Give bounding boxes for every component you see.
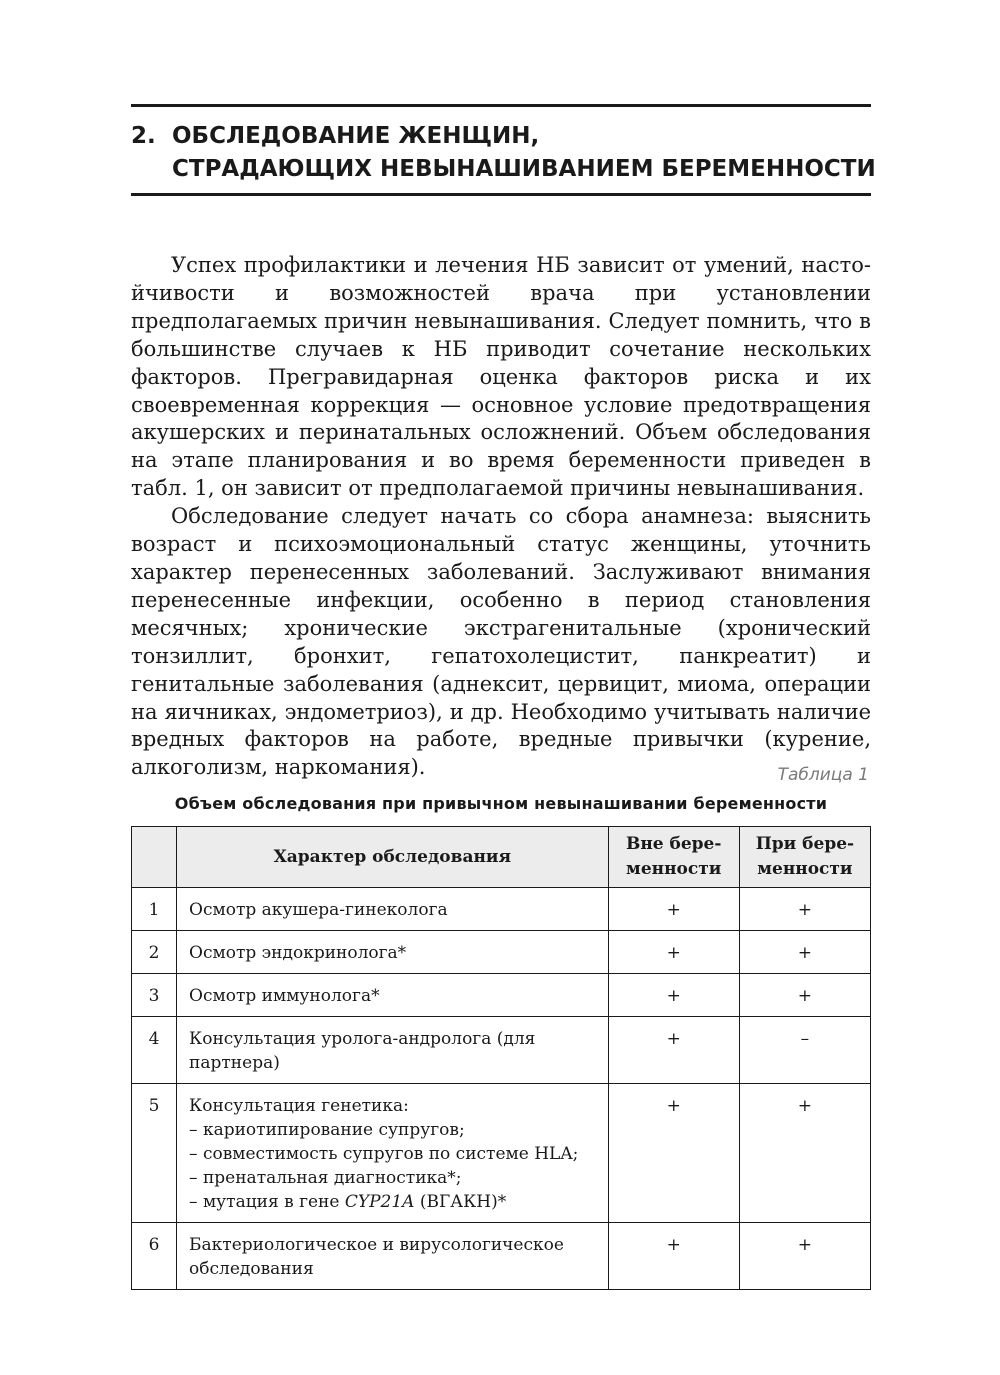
row-text: Осмотр иммунолога* — [177, 974, 609, 1017]
genetics-heading: Консультация генетика: — [189, 1096, 409, 1116]
row-outside-mark: + — [608, 1084, 739, 1223]
row-text: Консультация уролога-андролога (для партнера) — [177, 1017, 609, 1084]
table-header-row — [132, 827, 871, 888]
row-during-mark: + — [739, 1223, 870, 1290]
row-num: 4 — [132, 1017, 177, 1084]
row-outside-mark: + — [608, 1223, 739, 1290]
gene-prefix: – мутация в гене — [189, 1192, 345, 1212]
table-row — [132, 1017, 871, 1084]
row-outside-mark: + — [608, 931, 739, 974]
row-during-mark: + — [739, 888, 870, 931]
table-title: Объем обследования при привычном невынашивании беременности — [174, 794, 828, 813]
genetics-list-item: – пренатальная диагностика*; — [189, 1168, 462, 1188]
header-character: Характер обследования — [177, 827, 609, 888]
row-text: Бактериологическое и вирусологическое обследования — [177, 1223, 609, 1290]
chapter-title — [172, 120, 876, 186]
chapter-number: 2. — [131, 123, 156, 149]
row-num: 3 — [132, 974, 177, 1017]
genetics-list-item: – кариотипирование супругов; — [189, 1120, 465, 1140]
row-text: Осмотр акушера-гинеколога — [177, 888, 609, 931]
row-outside-mark: + — [608, 1017, 739, 1084]
chapter-title-line-1: ОБСЛЕДОВАНИЕ ЖЕНЩИН, — [172, 123, 540, 149]
row-during-mark: + — [739, 974, 870, 1017]
genetics-list-item: – совместимость супругов по системе HLA; — [189, 1144, 579, 1164]
paragraph-1: Успех профилактики и лечения НБ зависит от умений, настойчивости и возможностей врача при установлении предполагаемых причин невынашивания. Следует помнить, что в большинстве случаев к НБ приводит сочетание нескольких факторов. Прегравидарная оценка факторов риска и их своевременная коррекция — основное условие предотвращения акушерских и перинатальных осложнений. Объем обследования на этапе планирования и во время беременности приведен в табл. 1, он зависит от предполагаемой причины невынашивания. — [131, 253, 871, 501]
row-during-mark: + — [739, 931, 870, 974]
table-label: Таблица 1 — [777, 765, 869, 785]
row-outside-mark: + — [608, 974, 739, 1017]
gene-name: CYP21A — [344, 1192, 415, 1212]
row-num: 2 — [132, 931, 177, 974]
row-text-genetics — [177, 1084, 609, 1223]
header-during-pregnancy: При беременности — [739, 827, 870, 888]
genetics-list — [189, 1118, 598, 1214]
table-row — [132, 974, 871, 1017]
table-row — [132, 931, 871, 974]
chapter-title-line-2: СТРАДАЮЩИХ НЕВЫНАШИВАНИЕМ БЕРЕМЕННОСТИ — [172, 156, 876, 182]
body-text — [131, 252, 871, 782]
table-row — [132, 1223, 871, 1290]
row-text: Осмотр эндокринолога* — [177, 931, 609, 974]
row-during-mark: + — [739, 1084, 870, 1223]
table-row — [132, 1084, 871, 1223]
row-num: 6 — [132, 1223, 177, 1290]
table-row — [132, 888, 871, 931]
genetics-list-item-gene — [189, 1190, 598, 1214]
row-num: 1 — [132, 888, 177, 931]
row-outside-mark: + — [608, 888, 739, 931]
examination-table — [131, 826, 871, 1290]
header-rule-bottom — [131, 193, 871, 196]
paragraph-2: Обследование следует начать со сбора анамнеза: выяснить возраст и психоэмоциональный статус женщины, уточнить характер перенесенных заболеваний. Заслуживают внимания перенесенные инфекции, особенно в период становления месячных; хронические экстрагенитальные (хронический тонзиллит, бронхит, гепатохолецистит, панкреатит) и генитальные заболевания (аднексит, цервицит, миома, операции на яичниках, эндометриоз), и др. Необходимо учитывать наличие вредных факторов на работе, вредные привычки (курение, алкоголизм, наркомания). — [131, 504, 871, 780]
header-rule-top — [131, 104, 871, 107]
row-during-mark: – — [739, 1017, 870, 1084]
header-num — [132, 827, 177, 888]
gene-suffix: (ВГАКН)* — [414, 1192, 507, 1212]
header-outside-pregnancy: Вне беременности — [608, 827, 739, 888]
row-num: 5 — [132, 1084, 177, 1223]
